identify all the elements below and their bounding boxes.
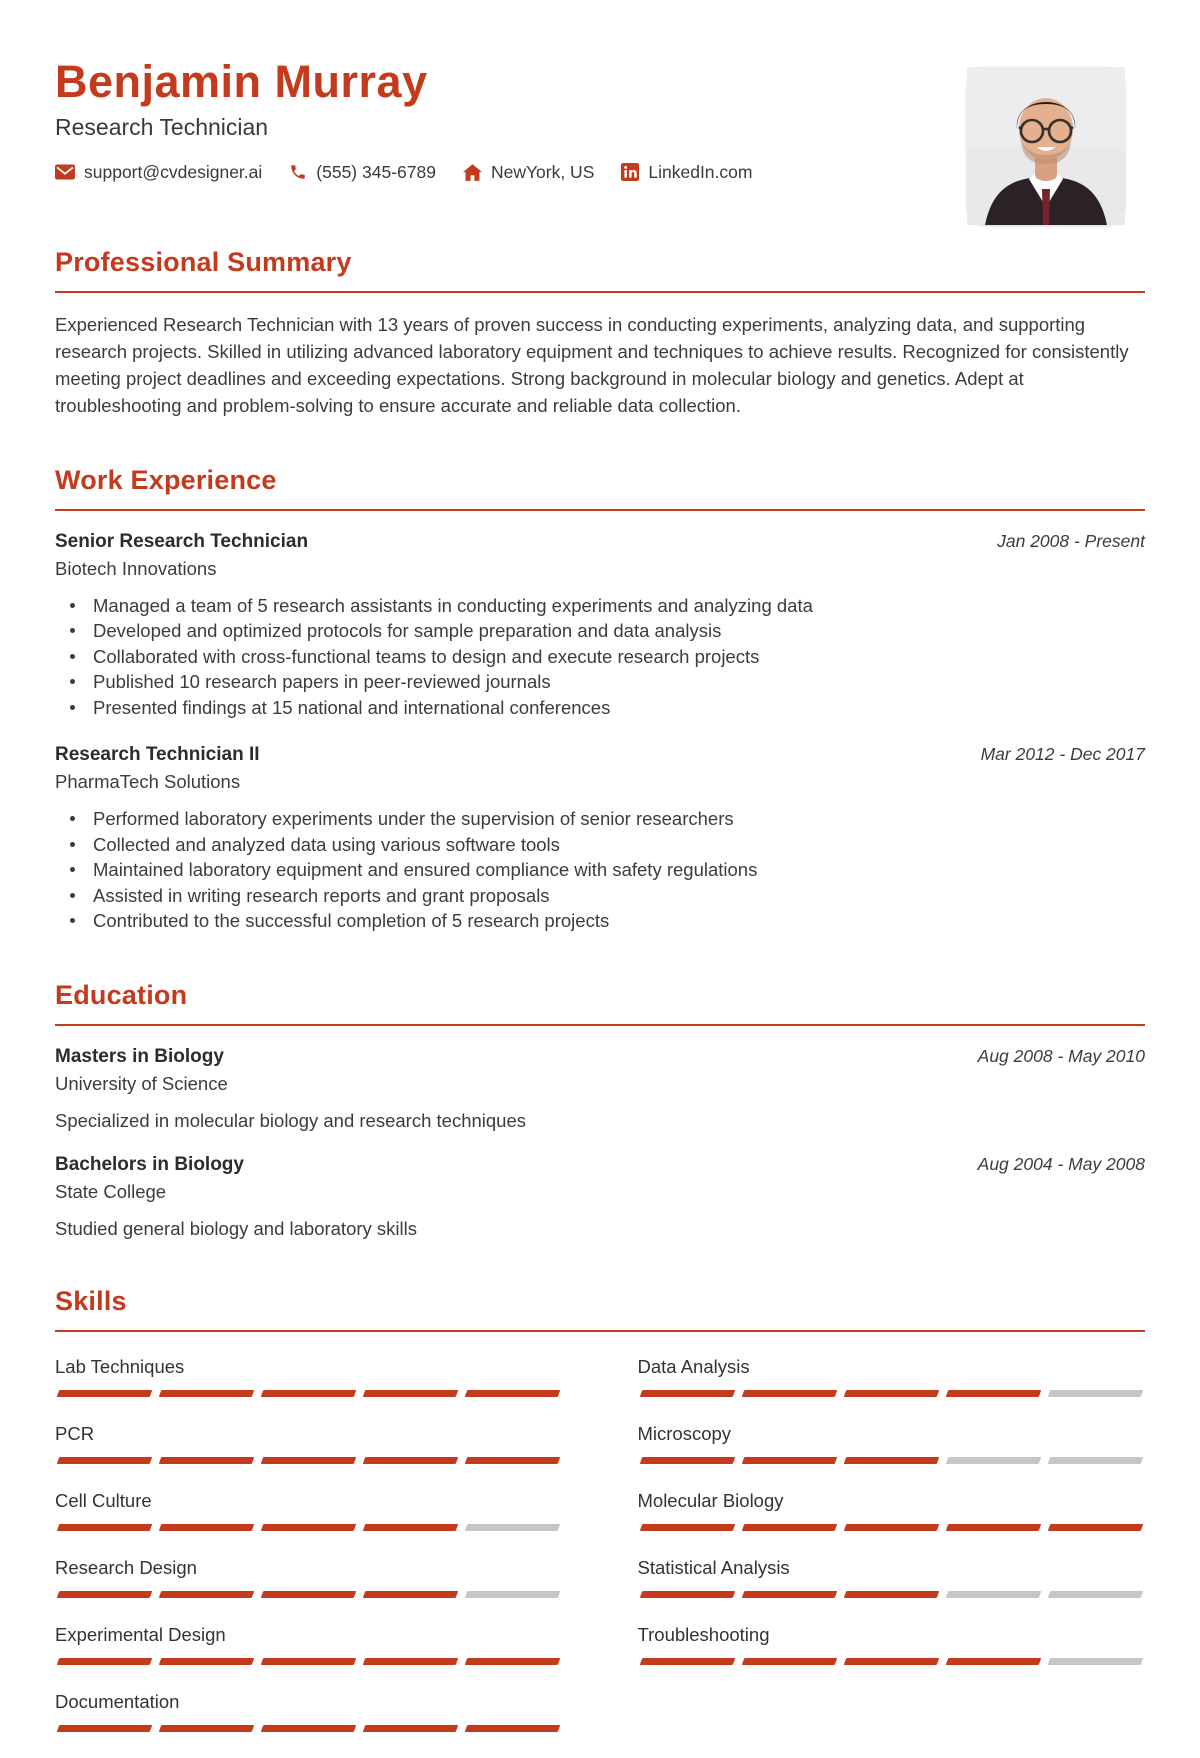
skill-segment-filled — [741, 1591, 837, 1598]
person-job-title: Research Technician — [55, 113, 269, 140]
skill-segment-empty — [465, 1591, 561, 1598]
skill-segment-filled — [741, 1457, 837, 1464]
skill-segment-filled — [261, 1591, 357, 1598]
contact-text: NewYork, US — [490, 161, 595, 182]
job-entry — [55, 531, 1145, 721]
linkedin-icon — [621, 163, 639, 181]
degree-detail: Studied general biology and laboratory skills — [55, 1217, 417, 1239]
skill-segment-filled — [465, 1725, 561, 1732]
skill-segment-filled — [639, 1658, 735, 1665]
skill-segment-filled — [1048, 1524, 1144, 1531]
skill-name: Data Analysis — [637, 1355, 750, 1377]
skill-name: Research Design — [55, 1556, 197, 1578]
skill-segment-filled — [363, 1457, 459, 1464]
skill-segment-filled — [843, 1390, 939, 1397]
skill-segment-filled — [261, 1725, 357, 1732]
job-company: PharmaTech Solutions — [55, 771, 241, 793]
skill-segment-empty — [946, 1591, 1042, 1598]
skill-segment-filled — [639, 1390, 735, 1397]
contact-text: support@cvdesigner.ai — [84, 161, 263, 182]
job-header — [55, 744, 1145, 766]
skill-segment-empty — [1048, 1591, 1144, 1598]
skill-segment-filled — [57, 1524, 153, 1531]
resume-header — [55, 58, 1145, 183]
contact-email[interactable] — [55, 162, 262, 183]
degree-detail: Specialized in molecular biology and research techniques — [55, 1109, 527, 1131]
job-title: Research Technician II — [55, 744, 260, 766]
skill-segment-filled — [57, 1390, 153, 1397]
skill-segment-filled — [159, 1390, 255, 1397]
skills-heading: Skills — [55, 1285, 127, 1316]
profile-photo-illustration — [967, 67, 1125, 225]
contact-text: LinkedIn.com — [648, 161, 753, 182]
degree-title: Bachelors in Biology — [55, 1153, 244, 1175]
skill-segment-empty — [465, 1524, 561, 1531]
job-bullet: Published 10 research papers in peer-reviewed journals — [55, 669, 1145, 695]
person-name: Benjamin Murray — [55, 56, 428, 107]
skill-segment-filled — [465, 1457, 561, 1464]
section-professional-summary — [55, 247, 1145, 419]
skill-item — [638, 1356, 1146, 1397]
job-bullet: Managed a team of 5 research assistants in conducting experiments and analyzing data — [55, 593, 1145, 619]
skill-segment-filled — [159, 1591, 255, 1598]
job-bullet: Developed and optimized protocols for sample preparation and data analysis — [55, 618, 1145, 644]
skill-level-bar — [638, 1658, 1146, 1665]
skill-name: Experimental Design — [55, 1623, 226, 1645]
section-skills — [55, 1286, 1145, 1758]
phone-icon — [289, 163, 307, 181]
job-company: Biotech Innovations — [55, 557, 217, 579]
skill-segment-filled — [363, 1524, 459, 1531]
skill-segment-filled — [57, 1725, 153, 1732]
skill-item — [55, 1691, 563, 1732]
contact-linkedin[interactable] — [621, 162, 752, 183]
email-icon — [55, 164, 75, 180]
skill-segment-empty — [1048, 1658, 1144, 1665]
skill-segment-filled — [57, 1457, 153, 1464]
degree-entry — [55, 1154, 1145, 1240]
skill-segment-empty — [1048, 1457, 1144, 1464]
skill-level-bar — [55, 1524, 563, 1531]
skill-item — [638, 1624, 1146, 1665]
skill-segment-empty — [946, 1457, 1042, 1464]
skill-segment-filled — [261, 1524, 357, 1531]
skill-segment-filled — [741, 1658, 837, 1665]
job-list — [55, 531, 1145, 934]
skill-segment-filled — [639, 1591, 735, 1598]
skill-segment-filled — [843, 1457, 939, 1464]
skills-column-left — [55, 1356, 563, 1758]
skill-name: Statistical Analysis — [637, 1556, 790, 1578]
section-education — [55, 980, 1145, 1240]
contact-phone[interactable] — [289, 162, 436, 183]
skill-segment-filled — [465, 1390, 561, 1397]
skill-name: Lab Techniques — [55, 1355, 185, 1377]
section-work-experience — [55, 465, 1145, 934]
education-heading: Education — [55, 979, 188, 1010]
skill-segment-filled — [159, 1524, 255, 1531]
degree-school: University of Science — [55, 1072, 228, 1094]
skill-item — [55, 1490, 563, 1531]
section-divider — [55, 1024, 1145, 1026]
skill-level-bar — [55, 1390, 563, 1397]
skill-segment-filled — [261, 1457, 357, 1464]
skill-level-bar — [638, 1524, 1146, 1531]
degree-entry — [55, 1046, 1145, 1132]
experience-heading: Work Experience — [55, 464, 277, 495]
job-entry — [55, 744, 1145, 934]
skill-segment-filled — [261, 1390, 357, 1397]
section-divider — [55, 1330, 1145, 1332]
degree-dates: Aug 2004 - May 2008 — [977, 1153, 1145, 1174]
skill-level-bar — [55, 1658, 563, 1665]
job-bullet: Presented findings at 15 national and international conferences — [55, 695, 1145, 721]
skill-segment-filled — [946, 1524, 1042, 1531]
skill-segment-filled — [363, 1591, 459, 1598]
skill-segment-filled — [465, 1658, 561, 1665]
skill-segment-filled — [946, 1390, 1042, 1397]
skill-segment-filled — [363, 1658, 459, 1665]
job-dates: Mar 2012 - Dec 2017 — [980, 744, 1145, 765]
skill-segment-filled — [159, 1725, 255, 1732]
job-bullet-list — [55, 806, 1145, 934]
skill-name: Molecular Biology — [637, 1489, 784, 1511]
degree-dates: Aug 2008 - May 2010 — [977, 1045, 1145, 1066]
contact-location — [463, 162, 594, 183]
job-dates: Jan 2008 - Present — [997, 530, 1145, 551]
skill-segment-filled — [57, 1591, 153, 1598]
skill-item — [55, 1624, 563, 1665]
skill-item — [638, 1490, 1146, 1531]
summary-heading: Professional Summary — [55, 246, 352, 277]
skill-segment-filled — [843, 1658, 939, 1665]
skill-segment-filled — [639, 1524, 735, 1531]
skill-item — [638, 1423, 1146, 1464]
degree-title: Masters in Biology — [55, 1045, 224, 1067]
skill-segment-filled — [741, 1524, 837, 1531]
job-title: Senior Research Technician — [55, 530, 309, 552]
contact-text: (555) 345-6789 — [316, 161, 436, 182]
degree-list — [55, 1046, 1145, 1240]
skill-item — [638, 1557, 1146, 1598]
job-bullet: Collected and analyzed data using various software tools — [55, 832, 1145, 858]
job-bullet: Performed laboratory experiments under the supervision of senior researchers — [55, 806, 1145, 832]
skill-item — [55, 1557, 563, 1598]
skill-level-bar — [638, 1390, 1146, 1397]
skill-segment-filled — [159, 1457, 255, 1464]
job-bullet-list — [55, 593, 1145, 721]
skill-segment-filled — [946, 1658, 1042, 1665]
skill-segment-filled — [159, 1658, 255, 1665]
skill-level-bar — [638, 1457, 1146, 1464]
skills-grid — [55, 1356, 1145, 1758]
skill-name: PCR — [55, 1422, 95, 1444]
job-bullet: Contributed to the successful completion of 5 research projects — [55, 908, 1145, 934]
job-header — [55, 531, 1145, 553]
skill-level-bar — [638, 1591, 1146, 1598]
skill-segment-filled — [843, 1591, 939, 1598]
skill-segment-filled — [363, 1390, 459, 1397]
skill-name: Microscopy — [637, 1422, 732, 1444]
skill-segment-filled — [843, 1524, 939, 1531]
skills-column-right — [638, 1356, 1146, 1758]
job-bullet: Assisted in writing research reports and grant proposals — [55, 883, 1145, 909]
skill-segment-filled — [261, 1658, 357, 1665]
skill-name: Documentation — [55, 1690, 180, 1712]
job-bullet: Maintained laboratory equipment and ensured compliance with safety regulations — [55, 857, 1145, 883]
skill-level-bar — [55, 1591, 563, 1598]
skill-segment-filled — [741, 1390, 837, 1397]
skill-name: Cell Culture — [55, 1489, 152, 1511]
skill-item — [55, 1356, 563, 1397]
skill-segment-empty — [1048, 1390, 1144, 1397]
skill-segment-filled — [57, 1658, 153, 1665]
degree-school: State College — [55, 1180, 167, 1202]
degree-header — [55, 1154, 1145, 1176]
section-divider — [55, 291, 1145, 293]
skill-level-bar — [55, 1457, 563, 1464]
profile-photo — [967, 67, 1125, 225]
section-divider — [55, 509, 1145, 511]
skill-item — [55, 1423, 563, 1464]
summary-text: Experienced Research Technician with 13 years of proven success in conducting experiments, analyzing data, and supporting research projects. Skilled in utilizing advanced laboratory equipment and techniques to achieve results. Recognized for consistently meeting project deadlines and exceeding expectations. Strong background in molecular biology and genetics. Adept at troubleshooting and problem-solving to ensure accurate and reliable data collection. — [55, 313, 1129, 416]
degree-header — [55, 1046, 1145, 1068]
job-bullet: Collaborated with cross-functional teams to design and execute research projects — [55, 644, 1145, 670]
skill-name: Troubleshooting — [637, 1623, 770, 1645]
skill-level-bar — [55, 1725, 563, 1732]
skill-segment-filled — [363, 1725, 459, 1732]
skill-segment-filled — [639, 1457, 735, 1464]
home-icon — [463, 164, 482, 181]
